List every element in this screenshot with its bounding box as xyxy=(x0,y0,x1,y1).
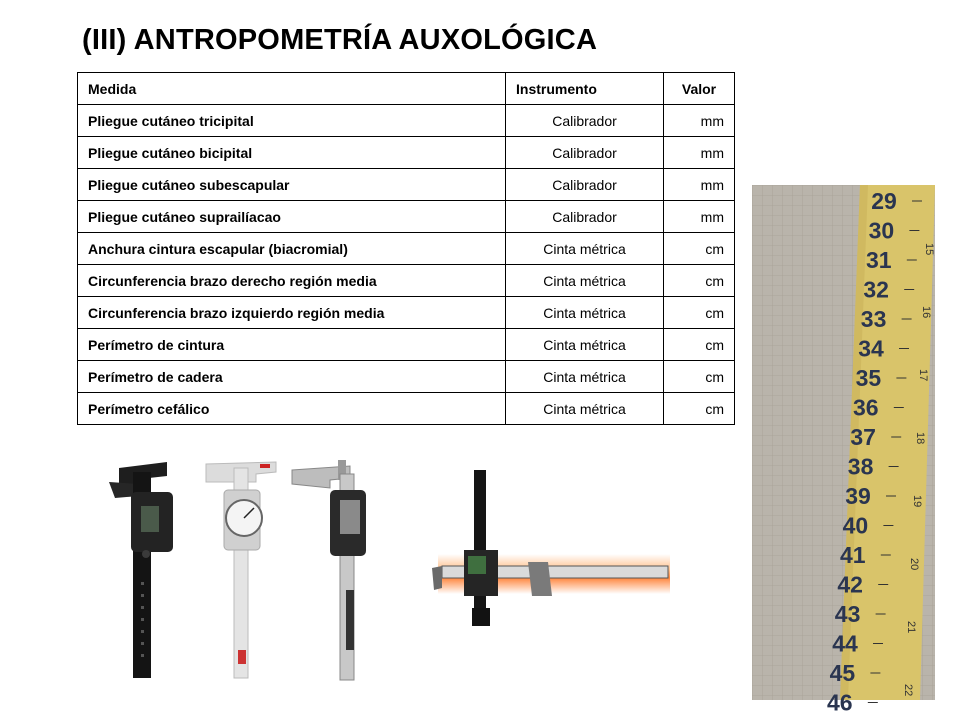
cell-instrumento: Cinta métrica xyxy=(506,329,664,361)
measuring-tape-photo xyxy=(752,185,935,716)
cell-valor: mm xyxy=(664,105,735,137)
tape-inch-mark: 20 xyxy=(908,558,920,571)
header-instrumento: Instrumento xyxy=(506,73,664,105)
silver-digital-caliper-photo xyxy=(290,460,380,685)
tape-number: 32 xyxy=(863,276,889,303)
tape-number: 44 xyxy=(832,630,858,657)
cell-medida: Pliegue cutáneo subescapular xyxy=(78,169,506,201)
cell-valor: mm xyxy=(664,169,735,201)
table-row xyxy=(78,169,735,201)
tape-inch-mark: 18 xyxy=(914,432,926,445)
table-header-row xyxy=(78,73,735,105)
tape-number: 46 xyxy=(827,689,853,716)
cell-instrumento: Cinta métrica xyxy=(506,233,664,265)
table-row xyxy=(78,361,735,393)
cell-instrumento: Cinta métrica xyxy=(506,361,664,393)
cell-medida: Perímetro de cadera xyxy=(78,361,506,393)
dial-caliper-photo xyxy=(200,460,282,685)
tape-inch-mark: 21 xyxy=(905,621,917,634)
cell-valor: cm xyxy=(664,265,735,297)
skinfold-caliper-photo xyxy=(428,470,673,630)
tape-inch-mark: 15 xyxy=(923,243,935,256)
tape-number: 37 xyxy=(850,424,876,450)
cell-instrumento: Cinta métrica xyxy=(506,297,664,329)
cell-medida: Pliegue cutáneo bicipital xyxy=(78,137,506,169)
table-row xyxy=(78,137,735,169)
cell-valor: mm xyxy=(664,201,735,233)
tape-number: 35 xyxy=(855,365,882,391)
digital-caliper-photo xyxy=(105,462,183,687)
tape-number: 38 xyxy=(847,453,874,480)
tape-number: 41 xyxy=(840,542,866,568)
tape-number: 31 xyxy=(866,247,892,273)
cell-medida: Perímetro cefálico xyxy=(78,393,506,425)
cell-valor: mm xyxy=(664,137,735,169)
cell-medida: Pliegue cutáneo tricipital xyxy=(78,105,506,137)
cell-valor: cm xyxy=(664,297,735,329)
cell-valor: cm xyxy=(664,393,735,425)
tape-number: 29 xyxy=(871,188,897,214)
table-row xyxy=(78,233,735,265)
tape-number: 42 xyxy=(837,571,863,598)
cell-medida: Circunferencia brazo derecho región media xyxy=(78,265,506,297)
tape-inch-mark: 16 xyxy=(920,306,932,319)
cell-instrumento: Cinta métrica xyxy=(506,265,664,297)
table-row xyxy=(78,393,735,425)
cell-medida: Anchura cintura escapular (biacromial) xyxy=(78,233,506,265)
table-row xyxy=(78,297,735,329)
cell-medida: Pliegue cutáneo suprailíacao xyxy=(78,201,506,233)
page-title: (III) ANTROPOMETRÍA AUXOLÓGICA xyxy=(82,24,598,56)
cell-valor: cm xyxy=(664,361,735,393)
table-row xyxy=(78,329,735,361)
measurements-table xyxy=(77,72,735,425)
cell-medida: Perímetro de cintura xyxy=(78,329,506,361)
tape-number: 43 xyxy=(834,601,861,627)
tape-number: 34 xyxy=(858,335,884,362)
tape-inch-mark: 19 xyxy=(911,495,923,508)
cell-instrumento: Cinta métrica xyxy=(506,393,664,425)
tape-number: 39 xyxy=(845,483,871,509)
tape-number: 33 xyxy=(860,306,887,332)
cell-instrumento: Calibrador xyxy=(506,201,664,233)
tape-number: 30 xyxy=(868,217,895,244)
header-medida: Medida xyxy=(78,73,506,105)
tape-number: 40 xyxy=(842,512,869,539)
tape-number: 45 xyxy=(829,660,856,686)
cell-instrumento: Calibrador xyxy=(506,169,664,201)
header-valor: Valor xyxy=(664,73,735,105)
tape-number: 36 xyxy=(853,394,879,421)
table-row xyxy=(78,105,735,137)
table-row xyxy=(78,265,735,297)
tape-inch-mark: 17 xyxy=(917,369,929,382)
cell-valor: cm xyxy=(664,329,735,361)
cell-valor: cm xyxy=(664,233,735,265)
cell-instrumento: Calibrador xyxy=(506,137,664,169)
cell-medida: Circunferencia brazo izquierdo región media xyxy=(78,297,506,329)
cell-instrumento: Calibrador xyxy=(506,105,664,137)
tape-inch-mark: 22 xyxy=(902,684,914,697)
table-row xyxy=(78,201,735,233)
